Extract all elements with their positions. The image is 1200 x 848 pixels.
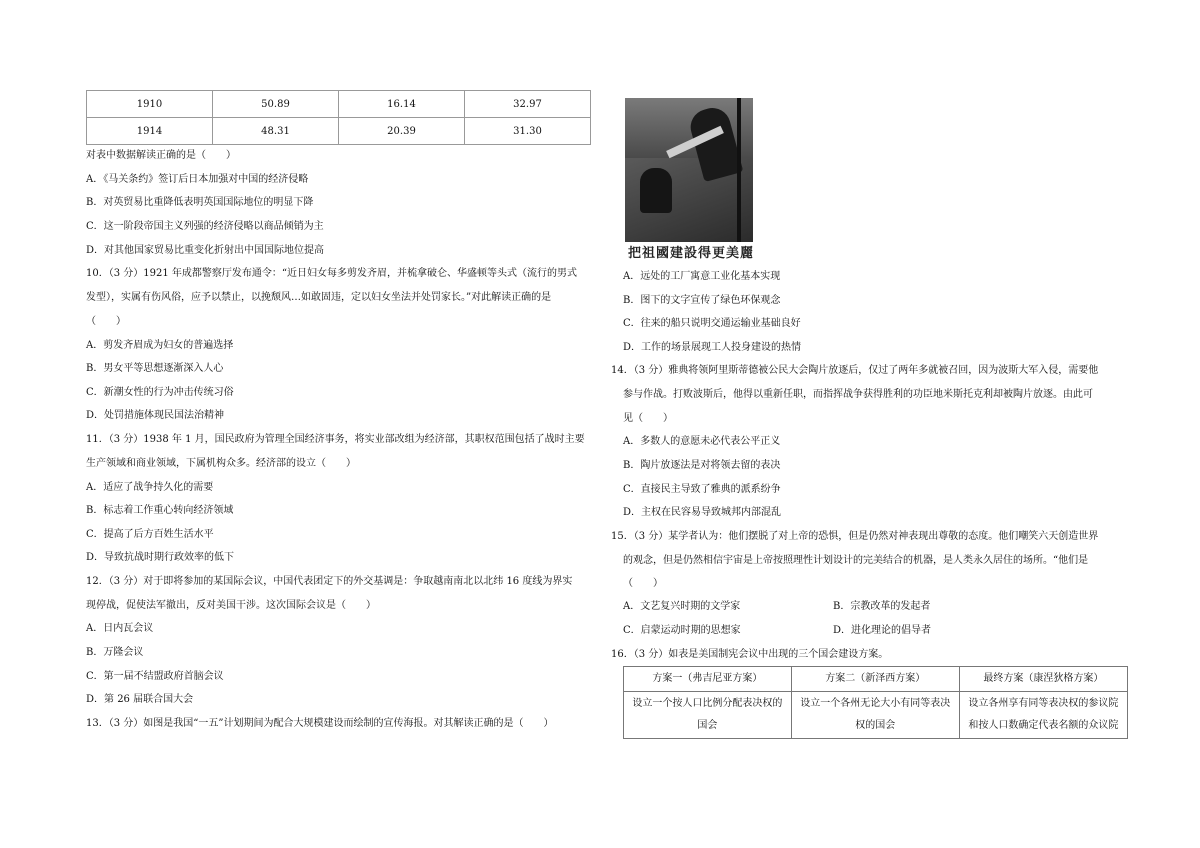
question-stem: 的观念，但是仍然相信宇宙是上帝按照理性计划设计的完美结合的机器，是人类永久居住的场所。“他们是 <box>623 555 1089 566</box>
question-stem: 10．（3 分）1921 年成都警察厅发布通令：“近日妇女每多剪发齐眉，并梳拿破仑、华盛顿等头式（流行的男式 <box>86 268 578 279</box>
table-cell <box>959 692 1127 739</box>
cell-line: 权的国会 <box>855 720 896 731</box>
cell-line: 国会 <box>697 720 718 731</box>
poster-caption: 把祖國建設得更美麗 <box>627 246 754 261</box>
poster-mast <box>737 98 741 242</box>
question-stem: 见（ ） <box>623 413 673 424</box>
option-c: C．提高了后方百姓生活水平 <box>86 529 214 540</box>
option-b: B．对英贸易比重降低表明英国国际地位的明显下降 <box>86 197 314 208</box>
table-cell: 31.30 <box>465 118 591 145</box>
cell-line: 设立各州享有同等表决权的参议院 <box>968 698 1119 709</box>
option-c: C．这一阶段帝国主义列强的经济侵略以商品倾销为主 <box>86 221 324 232</box>
question-stem: 12．（3 分）对于即将参加的某国际会议，中国代表团定下的外交基调是：争取越南南北以北纬 16 度线为界实 <box>86 576 573 587</box>
option-a: A．文艺复兴时期的文学家 <box>623 601 741 612</box>
table-row <box>87 118 591 145</box>
option-d: D．对其他国家贸易比重变化折射出中国国际地位提高 <box>86 245 325 256</box>
table-header-cell: 方案二（新泽西方案） <box>791 667 959 692</box>
table-header-cell: 方案一（弗吉尼亚方案） <box>624 667 792 692</box>
option-c: C．新潮女性的行为冲击传统习俗 <box>86 387 234 398</box>
table-cell: 50.89 <box>213 91 339 118</box>
question-stem: （ ） <box>623 578 663 589</box>
option-a: A．适应了战争持久化的需要 <box>86 482 214 493</box>
option-c: C．启蒙运动时期的思想家 <box>623 625 741 636</box>
option-d: D．第 26 届联合国大会 <box>86 694 194 705</box>
option-c: C．直接民主导致了雅典的派系纷争 <box>623 484 781 495</box>
question-stem: 14．（3 分）雅典将领阿里斯蒂德被公民大会陶片放逐后，仅过了两年多就被召回，因为波斯大军入侵，需要他 <box>611 365 1099 376</box>
question-stem: 参与作战。打败波斯后，他得以重新任职，而指挥战争获得胜利的功臣地米斯托克利却被陶片放逐。由此可 <box>623 389 1093 400</box>
option-c: C．第一届不结盟政府首脑会议 <box>86 671 224 682</box>
table-cell: 48.31 <box>213 118 339 145</box>
option-a: A．《马关条约》签订后日本加强对中国的经济侵略 <box>86 174 309 185</box>
option-b: B．宗教改革的发起者 <box>833 601 931 612</box>
cell-line: 和按人口数确定代表名额的众议院 <box>968 720 1119 731</box>
table-header-row <box>624 667 1128 692</box>
cell-line: 设立一个各州无论大小有同等表决 <box>800 698 951 709</box>
question-stem: 13．（3 分）如图是我国“一五”计划期间为配合大规模建设而绘制的宣传海报。对其解读正确的是（ ） <box>86 718 554 729</box>
option-d: D．进化理论的倡导者 <box>833 625 932 636</box>
question-stem: 15．（3 分）某学者认为：他们摆脱了对上帝的恐惧，但是仍然对神表现出尊敬的态度。他们嘲笑六天创造世界 <box>611 531 1099 542</box>
option-a: A．远处的工厂寓意工业化基本实现 <box>623 271 781 282</box>
table-cell <box>624 692 792 739</box>
trade-table <box>86 90 591 145</box>
table-cell: 1910 <box>87 91 213 118</box>
question-stem: 16．（3 分）如表是美国制宪会议中出现的三个国会建设方案。 <box>611 649 889 660</box>
option-d: D．主权在民容易导致城邦内部混乱 <box>623 507 782 518</box>
table-cell: 20.39 <box>339 118 465 145</box>
option-d: D．工作的场景展现工人投身建设的热情 <box>623 342 802 353</box>
table-row <box>624 692 1128 739</box>
question-stem: 发型），实属有伤风俗，应予以禁止，以挽颓风…如敢固违，定以妇女坐法并处罚家长。”对此解读正确的是 <box>86 292 552 303</box>
option-a: A．多数人的意愿未必代表公平正义 <box>623 436 781 447</box>
option-b: B．男女平等思想逐渐深入人心 <box>86 363 224 374</box>
question-stem: 11．（3 分）1938 年 1 月，国民政府为管理全国经济事务，将实业部改组为经济部，其职权范围包括了战时主要 <box>86 434 585 445</box>
propaganda-poster-image <box>625 98 753 242</box>
option-a: A．剪发齐眉成为妇女的普遍选择 <box>86 340 234 351</box>
congress-plan-table <box>623 666 1128 739</box>
cell-line: 设立一个按人口比例分配表决权的 <box>632 698 783 709</box>
option-d: D．导致抗战时期行政效率的低下 <box>86 552 235 563</box>
question-stem: 生产领域和商业领域，下属机构众多。经济部的设立（ ） <box>86 458 356 469</box>
option-b: B．图下的文字宣传了绿色环保观念 <box>623 295 781 306</box>
table-cell: 1914 <box>87 118 213 145</box>
table-cell: 16.14 <box>339 91 465 118</box>
table-cell: 32.97 <box>465 91 591 118</box>
option-b: B．标志着工作重心转向经济领域 <box>86 505 234 516</box>
option-d: D．处罚措施体现民国法治精神 <box>86 410 225 421</box>
table-row <box>87 91 591 118</box>
option-a: A．日内瓦会议 <box>86 623 154 634</box>
question-stem: 现停战，促使法军撤出，反对美国干涉。这次国际会议是（ ） <box>86 600 376 611</box>
poster-worker-figure <box>640 168 672 213</box>
table-header-cell: 最终方案（康涅狄格方案） <box>959 667 1127 692</box>
option-c: C．往来的船只说明交通运输业基础良好 <box>623 318 801 329</box>
question-stem: （ ） <box>86 316 126 327</box>
option-b: B．陶片放逐法是对将领去留的表决 <box>623 460 781 471</box>
option-b: B．万隆会议 <box>86 647 144 658</box>
table-cell <box>791 692 959 739</box>
question-stem: 对表中数据解读正确的是（ ） <box>86 150 236 161</box>
